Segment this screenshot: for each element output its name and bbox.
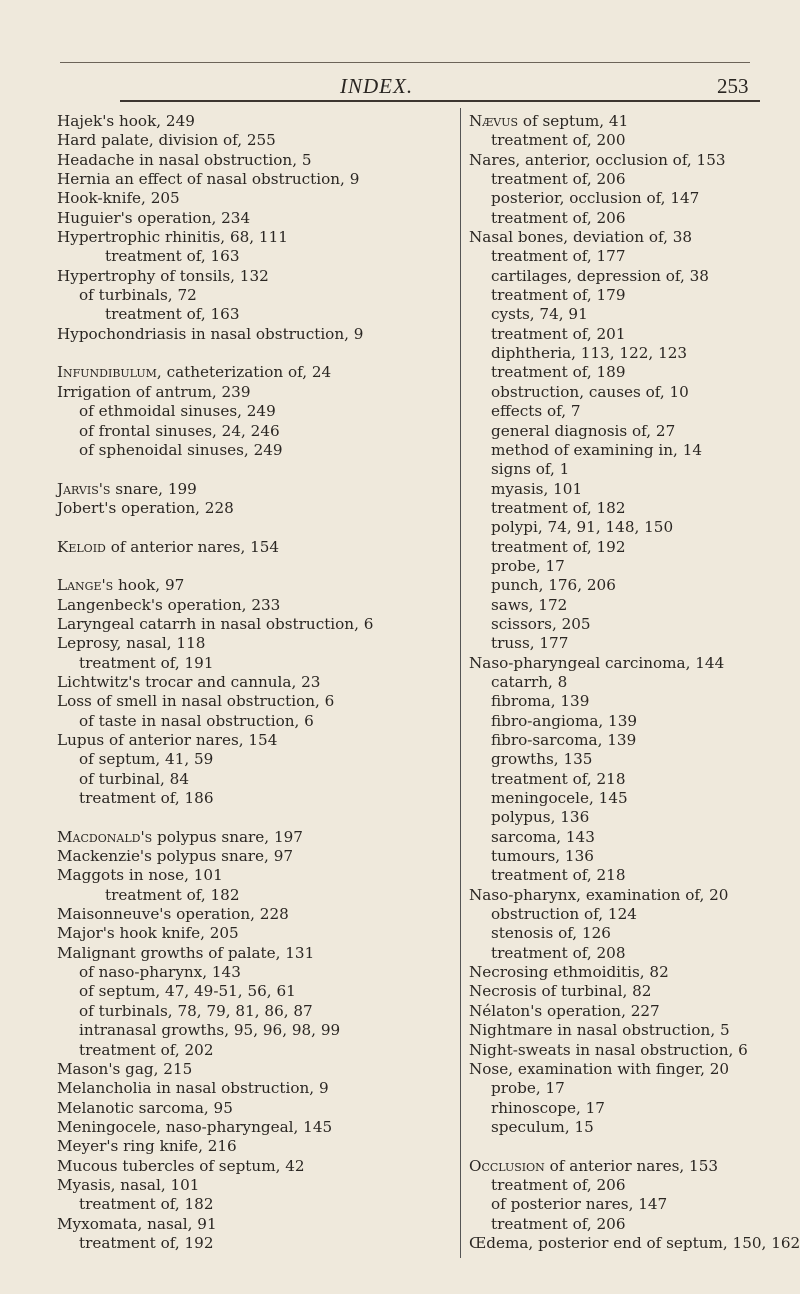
index-entry — [469, 654, 789, 673]
index-entry — [57, 286, 455, 305]
index-entry — [57, 538, 455, 557]
entry-headword: Occlusion — [469, 1156, 545, 1175]
entry-headword: Lange's — [57, 576, 114, 595]
entry-text: treatment of, 179 — [491, 286, 626, 305]
index-entry — [57, 905, 455, 924]
entry-text: meningocele, 145 — [491, 789, 628, 808]
index-entry — [57, 1137, 455, 1156]
entry-text: Myasis, nasal, 101 — [57, 1175, 200, 1194]
entry-text: Lupus of anterior nares, 154 — [57, 731, 278, 749]
index-entry — [469, 789, 789, 808]
entry-text: diphtheria, 113, 122, 123 — [491, 344, 688, 363]
index-entry — [57, 1060, 455, 1079]
entry-text: of taste in nasal obstruction, 6 — [79, 711, 314, 730]
index-entry — [57, 1234, 455, 1253]
index-entry — [57, 499, 455, 518]
entry-text: rhinoscope, 17 — [491, 1098, 605, 1117]
entry-text: Nose, examination with finger, 20 — [469, 1059, 730, 1078]
index-entry — [469, 344, 789, 363]
entry-text: treatment of, 208 — [491, 943, 626, 962]
index-entry — [469, 499, 789, 518]
index-entry — [469, 1099, 789, 1118]
index-entry — [57, 982, 455, 1001]
entry-text: scissors, 205 — [491, 614, 591, 633]
entry-text: treatment of, 163 — [105, 247, 240, 266]
page-number: 253 — [717, 74, 749, 98]
entry-text: Melancholia in nasal obstruction, 9 — [57, 1079, 329, 1098]
index-entry — [469, 1215, 789, 1234]
entry-text: treatment of, 189 — [491, 363, 626, 382]
entry-headword: Macdonald's — [57, 827, 153, 846]
entry-text: polypi, 74, 91, 148, 150 — [491, 518, 674, 537]
entry-text: snare, 199 — [110, 479, 197, 498]
entry-text: Langenbeck's operation, 233 — [57, 595, 281, 614]
entry-text: catarrh, 8 — [491, 672, 568, 691]
index-entry — [57, 1099, 455, 1118]
index-entry — [57, 770, 455, 789]
entry-text: treatment of, 177 — [491, 247, 626, 266]
entry-text: Hypochondriasis in nasal obstruction, 9 — [57, 324, 364, 343]
index-entry — [57, 441, 455, 460]
index-entry — [469, 1079, 789, 1098]
index-entry — [469, 596, 789, 615]
index-entry — [469, 305, 789, 324]
index-entry — [57, 402, 455, 421]
entry-text: Huguier's operation, 234 — [57, 208, 251, 227]
index-entry — [469, 189, 789, 208]
entry-text: obstruction, causes of, 10 — [491, 382, 689, 401]
index-entry — [469, 615, 789, 634]
index-entry — [57, 1002, 455, 1021]
index-entry — [469, 673, 789, 692]
entry-text: Maggots in nose, 101 — [57, 866, 223, 885]
entry-text: catheterization of, 24 — [161, 363, 332, 382]
entry-text: Nightmare in nasal obstruction, 5 — [469, 1021, 730, 1040]
entry-text: probe, 17 — [491, 1079, 565, 1098]
entry-text: Laryngeal catarrh in nasal obstruction, 6 — [57, 614, 374, 633]
entry-text: of frontal sinuses, 24, 246 — [79, 421, 280, 440]
index-entry — [469, 247, 789, 266]
index-entry — [469, 422, 789, 441]
index-entry — [469, 982, 789, 1001]
entry-text: treatment of, 201 — [491, 324, 626, 343]
entry-text: of septum, 41, 59 — [79, 750, 214, 769]
entry-text: sarcoma, 143 — [491, 827, 595, 846]
entry-text: fibro-sarcoma, 139 — [491, 731, 637, 749]
index-entry — [469, 1060, 789, 1079]
entry-text: Naso-pharynx, examination of, 20 — [469, 885, 729, 904]
entry-text: probe, 17 — [491, 556, 565, 575]
entry-text: Myxomata, nasal, 91 — [57, 1214, 217, 1233]
index-entry — [57, 1041, 455, 1060]
entry-text: of anterior nares, 153 — [544, 1156, 719, 1175]
entry-headword: Keloid — [57, 537, 106, 556]
index-entry — [469, 886, 789, 905]
index-entry — [57, 422, 455, 441]
index-entry — [469, 402, 789, 421]
entry-text: stenosis of, 126 — [491, 924, 611, 943]
index-entry — [469, 557, 789, 576]
entry-gap — [57, 808, 455, 827]
index-entry — [57, 886, 455, 905]
entry-text: Hypertrophy of tonsils, 132 — [57, 266, 269, 285]
index-entry — [57, 944, 455, 963]
page-header-title: INDEX. — [340, 74, 414, 98]
entry-gap — [57, 518, 455, 537]
entry-headword: Nævus — [469, 112, 519, 130]
entry-text: Hajek's hook, 249 — [57, 112, 195, 130]
index-entry — [57, 963, 455, 982]
index-entry — [57, 1176, 455, 1195]
entry-text: Nares, anterior, occlusion of, 153 — [469, 150, 726, 169]
index-entry — [469, 944, 789, 963]
index-entry — [469, 808, 789, 827]
index-entry — [469, 286, 789, 305]
index-entry — [469, 480, 789, 499]
entry-gap — [57, 344, 455, 363]
index-entry — [57, 131, 455, 150]
entry-text: Melanotic sarcoma, 95 — [57, 1098, 233, 1117]
entry-text: treatment of, 192 — [491, 537, 626, 556]
entry-text: Loss of smell in nasal obstruction, 6 — [57, 692, 335, 711]
index-entry — [57, 189, 455, 208]
entry-text: treatment of, 182 — [105, 885, 240, 904]
index-entry — [469, 770, 789, 789]
entry-headword: Jarvis's — [57, 479, 111, 498]
entry-text: Hypertrophic rhinitis, 68, 111 — [57, 228, 288, 247]
index-entry — [57, 228, 455, 247]
index-entry — [57, 325, 455, 344]
index-entry — [57, 750, 455, 769]
index-entry — [57, 383, 455, 402]
entry-text: treatment of, 200 — [491, 131, 626, 150]
entry-gap — [57, 460, 455, 479]
entry-text: Mackenzie's polypus snare, 97 — [57, 847, 294, 866]
entry-gap — [469, 1137, 789, 1156]
entry-text: treatment of, 191 — [79, 653, 214, 672]
index-entry — [469, 1195, 789, 1214]
index-entry — [57, 480, 455, 499]
index-entry — [469, 1021, 789, 1040]
entry-text: Major's hook knife, 205 — [57, 924, 239, 943]
index-entry — [469, 847, 789, 866]
index-entry — [469, 905, 789, 924]
entry-text: treatment of, 206 — [491, 208, 626, 227]
entry-text: Œdema, posterior end of septum, 150, 162 — [469, 1233, 800, 1252]
entry-text: Necrosing ethmoiditis, 82 — [469, 963, 669, 982]
entry-text: myasis, 101 — [491, 479, 583, 498]
index-entry — [57, 1118, 455, 1137]
entry-text: signs of, 1 — [491, 460, 570, 479]
index-entry — [57, 1157, 455, 1176]
index-entry — [469, 518, 789, 537]
index-entry — [57, 267, 455, 286]
entry-text: Irrigation of antrum, 239 — [57, 382, 251, 401]
entry-text: treatment of, 202 — [79, 1040, 214, 1059]
index-entry — [469, 576, 789, 595]
index-entry — [469, 267, 789, 286]
index-entry — [57, 576, 455, 595]
entry-headword: Infundibulum, — [57, 363, 162, 382]
index-entry — [57, 634, 455, 653]
index-entry — [469, 1041, 789, 1060]
entry-text: treatment of, 206 — [491, 1214, 626, 1233]
entry-text: treatment of, 206 — [491, 170, 626, 189]
entry-text: Maisonneuve's operation, 228 — [57, 905, 289, 924]
entry-text: Naso-pharyngeal carcinoma, 144 — [469, 653, 725, 672]
entry-text: Jobert's operation, 228 — [57, 498, 234, 517]
index-entry — [57, 1215, 455, 1234]
index-entry — [57, 847, 455, 866]
entry-text: general diagnosis of, 27 — [491, 421, 676, 440]
entry-text: polypus snare, 197 — [152, 827, 303, 846]
entry-text: Meyer's ring knife, 216 — [57, 1137, 237, 1156]
entry-text: cartilages, depression of, 38 — [491, 266, 709, 285]
entry-text: intranasal growths, 95, 96, 98, 99 — [79, 1021, 341, 1040]
index-entry — [469, 712, 789, 731]
index-entry — [57, 170, 455, 189]
entry-text: Meningocele, naso-pharyngeal, 145 — [57, 1117, 333, 1136]
entry-text: effects of, 7 — [491, 402, 581, 421]
index-entry — [469, 866, 789, 885]
entry-text: treatment of, 192 — [79, 1233, 214, 1252]
entry-text: of septum, 41 — [518, 112, 629, 130]
entry-text: treatment of, 163 — [105, 305, 240, 324]
entry-text: tumours, 136 — [491, 847, 594, 866]
index-entry — [57, 789, 455, 808]
entry-text: fibroma, 139 — [491, 692, 590, 711]
index-entry — [469, 383, 789, 402]
index-column-left — [57, 112, 455, 1253]
index-entry — [469, 151, 789, 170]
index-entry — [469, 1002, 789, 1021]
index-entry — [469, 112, 789, 131]
entry-text: Malignant growths of palate, 131 — [57, 943, 315, 962]
entry-text: method of examining in, 14 — [491, 440, 703, 459]
entry-text: Leprosy, nasal, 118 — [57, 634, 206, 653]
index-entry — [469, 1233, 800, 1253]
entry-text: Mucous tubercles of septum, 42 — [57, 1156, 305, 1175]
entry-text: fibro-angioma, 139 — [491, 711, 638, 730]
entry-text: saws, 172 — [491, 595, 568, 614]
index-entry — [469, 538, 789, 557]
entry-text: speculum, 15 — [491, 1117, 594, 1136]
entry-text: of turbinals, 78, 79, 81, 86, 87 — [79, 1001, 313, 1020]
entry-text: of posterior nares, 147 — [491, 1195, 668, 1214]
index-entry — [57, 654, 455, 673]
index-entry — [57, 692, 455, 711]
index-entry — [57, 596, 455, 615]
entry-text: treatment of, 218 — [491, 769, 626, 788]
index-entry — [57, 305, 455, 324]
entry-text: of ethmoidal sinuses, 249 — [79, 402, 276, 421]
index-entry — [469, 1157, 789, 1176]
index-entry — [469, 924, 789, 943]
entry-text: treatment of, 182 — [79, 1195, 214, 1214]
index-entry — [469, 460, 789, 479]
index-entry — [57, 731, 455, 750]
entry-text: obstruction of, 124 — [491, 905, 637, 924]
entry-text: Nasal bones, deviation of, 38 — [469, 228, 693, 247]
index-entry — [469, 963, 789, 982]
index-entry — [469, 441, 789, 460]
entry-text: Necrosis of turbinal, 82 — [469, 982, 652, 1001]
entry-text: Headache in nasal obstruction, 5 — [57, 150, 312, 169]
index-entry — [57, 924, 455, 943]
entry-text: of anterior nares, 154 — [105, 537, 280, 556]
top-edge-rule — [60, 62, 750, 63]
entry-text: of naso-pharynx, 143 — [79, 963, 241, 982]
index-column-right — [469, 112, 800, 1253]
index-entry — [469, 170, 789, 189]
entry-text: truss, 177 — [491, 634, 569, 653]
entry-text: Hook-knife, 205 — [57, 189, 180, 208]
entry-text: hook, 97 — [113, 576, 185, 595]
entry-text: of septum, 47, 49-51, 56, 61 — [79, 982, 296, 1001]
entry-text: treatment of, 218 — [491, 866, 626, 885]
entry-text: of sphenoidal sinuses, 249 — [79, 440, 283, 459]
entry-text: Nélaton's operation, 227 — [469, 1001, 660, 1020]
index-entry — [57, 615, 455, 634]
index-entry — [57, 1079, 455, 1098]
index-entry — [469, 1118, 789, 1137]
entry-text: punch, 176, 206 — [491, 576, 616, 595]
index-entry — [469, 750, 789, 769]
index-entry — [469, 209, 789, 228]
entry-text: Lichtwitz's trocar and cannula, 23 — [57, 672, 321, 691]
entry-text: of turbinals, 72 — [79, 286, 197, 305]
entry-text: treatment of, 182 — [491, 498, 626, 517]
index-entry — [469, 228, 789, 247]
index-entry — [57, 673, 455, 692]
entry-text: Mason's gag, 215 — [57, 1059, 193, 1078]
index-entry — [57, 209, 455, 228]
index-entry — [469, 1176, 789, 1195]
index-entry — [469, 363, 789, 382]
index-entry — [469, 692, 789, 711]
entry-text: posterior, occlusion of, 147 — [491, 189, 700, 208]
index-entry — [57, 247, 455, 266]
entry-text: polypus, 136 — [491, 808, 590, 827]
entry-text: cysts, 74, 91 — [491, 305, 588, 324]
index-entry — [57, 112, 455, 131]
index-entry — [469, 325, 789, 344]
index-entry — [469, 731, 789, 750]
index-entry — [57, 866, 455, 885]
index-entry — [469, 828, 789, 847]
entry-text: Night-sweats in nasal obstruction, 6 — [469, 1040, 748, 1059]
index-entry — [57, 1021, 455, 1040]
index-entry — [57, 363, 455, 382]
index-entry — [57, 712, 455, 731]
entry-gap — [57, 557, 455, 576]
column-divider — [460, 108, 461, 1258]
entry-text: Hernia an effect of nasal obstruction, 9 — [57, 170, 360, 189]
header-rule — [120, 100, 760, 102]
entry-text: growths, 135 — [491, 750, 593, 769]
index-entry — [57, 151, 455, 170]
index-entry — [469, 131, 789, 150]
entry-text: treatment of, 206 — [491, 1175, 626, 1194]
entry-text: of turbinal, 84 — [79, 769, 189, 788]
entry-text: Hard palate, division of, 255 — [57, 131, 276, 150]
index-entry — [57, 1195, 455, 1214]
entry-text: treatment of, 186 — [79, 789, 214, 808]
index-entry — [469, 634, 789, 653]
index-entry — [57, 828, 455, 847]
